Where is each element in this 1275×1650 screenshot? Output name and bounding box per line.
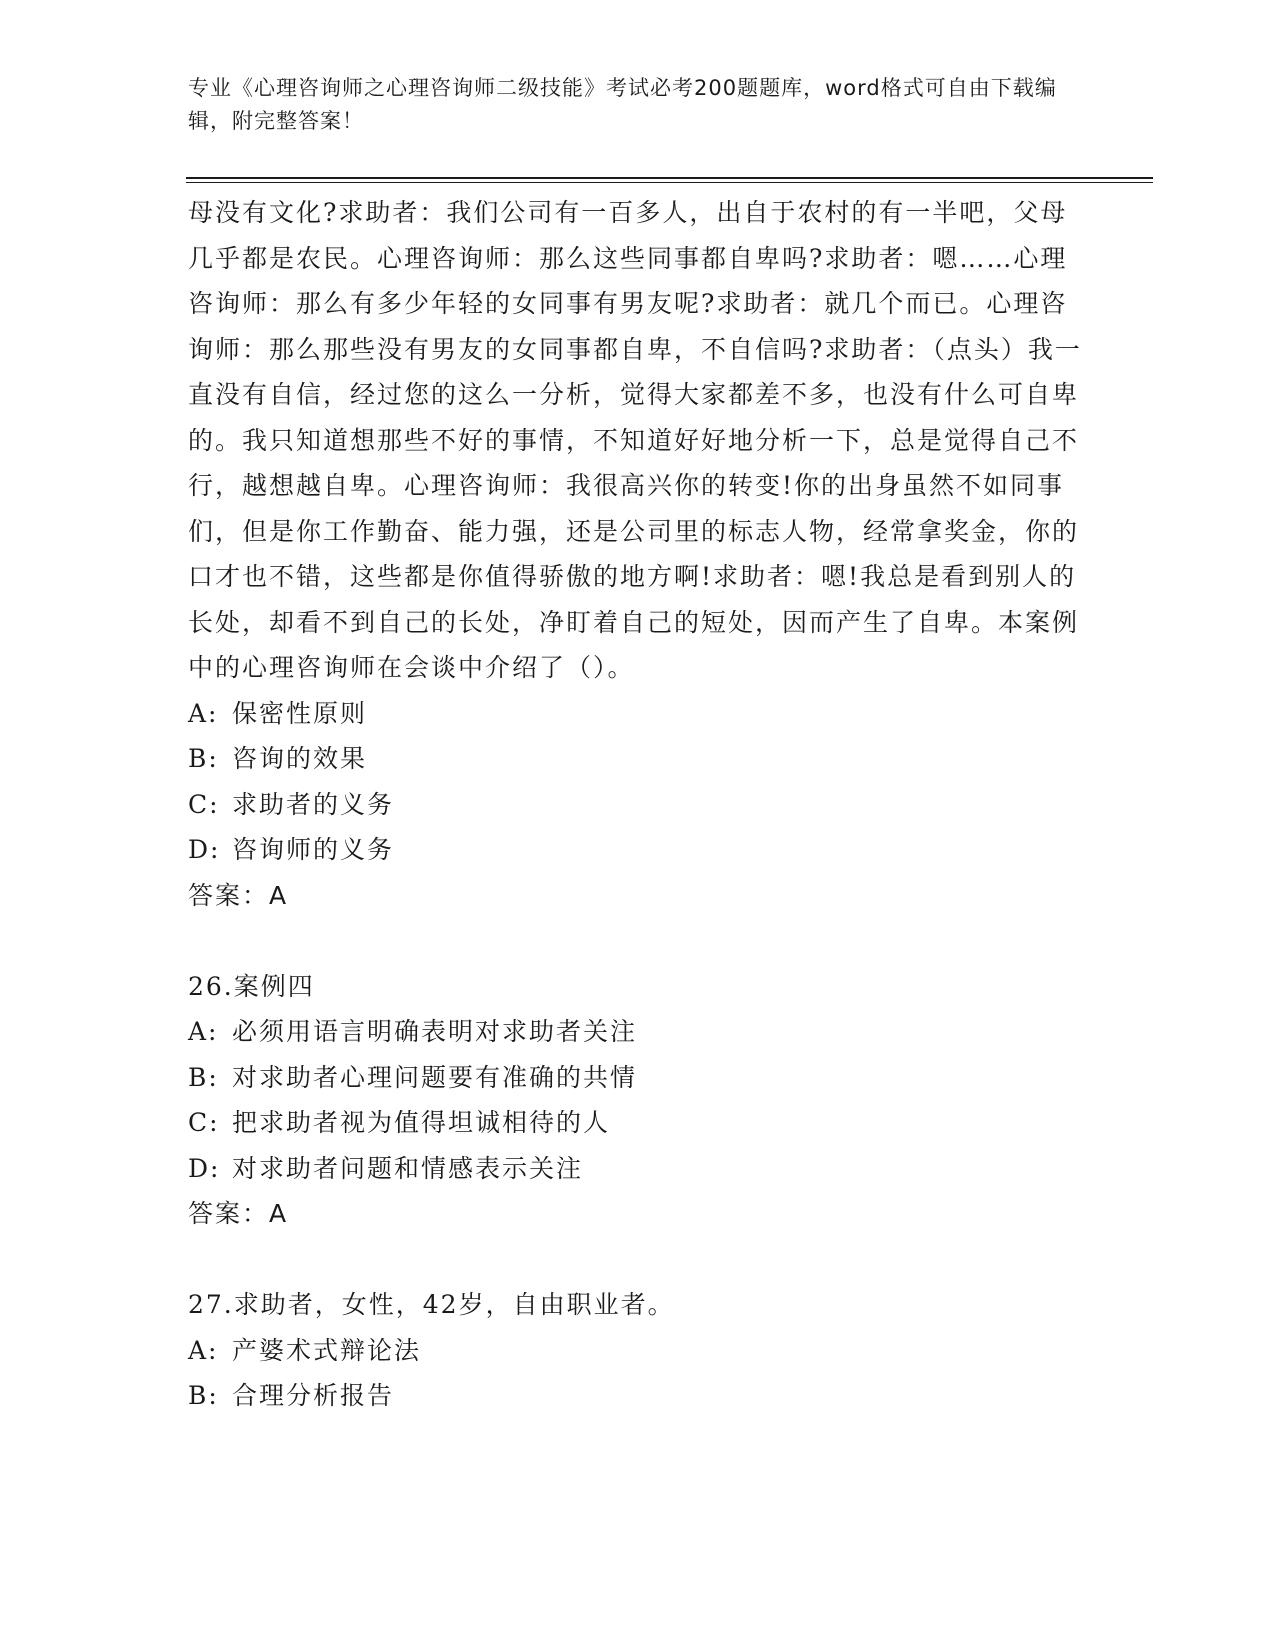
question-26-title: 26.案例四 (188, 971, 315, 1001)
header-rule-thick (186, 177, 1153, 179)
option-a (188, 1328, 1088, 1374)
document-body (188, 190, 1088, 1419)
question-25-passage: 母没有文化?求助者：我们公司有一百多人，出自于农村的有一半吧，父母几乎都是农民。心理咨询师：那么这些同事都自卑吗?求助者：嗯……心理咨询师：那么有多少年轻的女同事有男友呢?求助者：就几个而已。心理咨询师：那么那些没有男友的女同事都自卑，不自信吗?求助者：（点头）我一直没有自信，经过您的这么一分析，觉得大家都差不多，也没有什么可自卑的。我只知道想那些不好的事情，不知道好好地分析一下，总是觉得自己不行，越想越自卑。心理咨询师：我很高兴你的转变!你的出身虽然不如同事们，但是你工作勤奋、能力强，还是公司里的标志人物，经常拿奖金，你的口才也不错，这些都是你值得骄傲的地方啊!求助者：嗯!我总是看到别人的长处，却看不到自己的长处，净盯着自己的短处，因而产生了自卑。本案例中的心理咨询师在会谈中介绍了（）。 (188, 198, 1082, 682)
option-d (188, 827, 1088, 873)
question-26-answer: 答案：A (188, 1199, 289, 1228)
option-letter: B: (188, 1381, 219, 1410)
question-27-title: 27.求助者，女性，42岁，自由职业者。 (188, 1290, 675, 1319)
option-c (188, 782, 1088, 828)
option-text: 咨询的效果 (232, 744, 368, 773)
option-letter: B: (188, 744, 219, 773)
option-b (188, 1373, 1088, 1419)
option-text: 对求助者问题和情感表示关注 (232, 1153, 584, 1183)
option-letter: D: (188, 1153, 221, 1183)
question-26-options (188, 1009, 1088, 1191)
option-letter: C: (188, 789, 220, 819)
option-c (188, 1100, 1088, 1146)
page-header: 专业《心理咨询师之心理咨询师二级技能》考试必考200题题库，word格式可自由下载编辑，附完整答案！ (188, 76, 1057, 133)
option-text: 把求助者视为值得坦诚相待的人 (232, 1108, 611, 1137)
option-text: 保密性原则 (232, 698, 368, 728)
option-text: 必须用语言明确表明对求助者关注 (232, 1017, 638, 1046)
option-letter: A: (188, 698, 219, 728)
option-text: 咨询师的义务 (232, 835, 395, 864)
option-text: 产婆术式辩论法 (232, 1335, 422, 1365)
option-b (188, 1055, 1088, 1101)
option-letter: C: (188, 1108, 220, 1137)
option-letter: B: (188, 1062, 219, 1092)
question-25-options (188, 691, 1088, 873)
option-text: 对求助者心理问题要有准确的共情 (232, 1062, 638, 1092)
option-letter: A: (188, 1335, 219, 1365)
option-d (188, 1146, 1088, 1192)
option-text: 求助者的义务 (232, 789, 395, 819)
question-27-options (188, 1328, 1088, 1419)
header-rule-thin (186, 182, 1153, 183)
option-b (188, 736, 1088, 782)
option-a (188, 691, 1088, 737)
option-letter: D: (188, 835, 221, 864)
option-a (188, 1009, 1088, 1055)
option-letter: A: (188, 1017, 219, 1046)
spacer (188, 918, 1088, 964)
question-25-answer: 答案：A (188, 880, 289, 910)
spacer (188, 1237, 1088, 1283)
option-text: 合理分析报告 (232, 1381, 395, 1410)
